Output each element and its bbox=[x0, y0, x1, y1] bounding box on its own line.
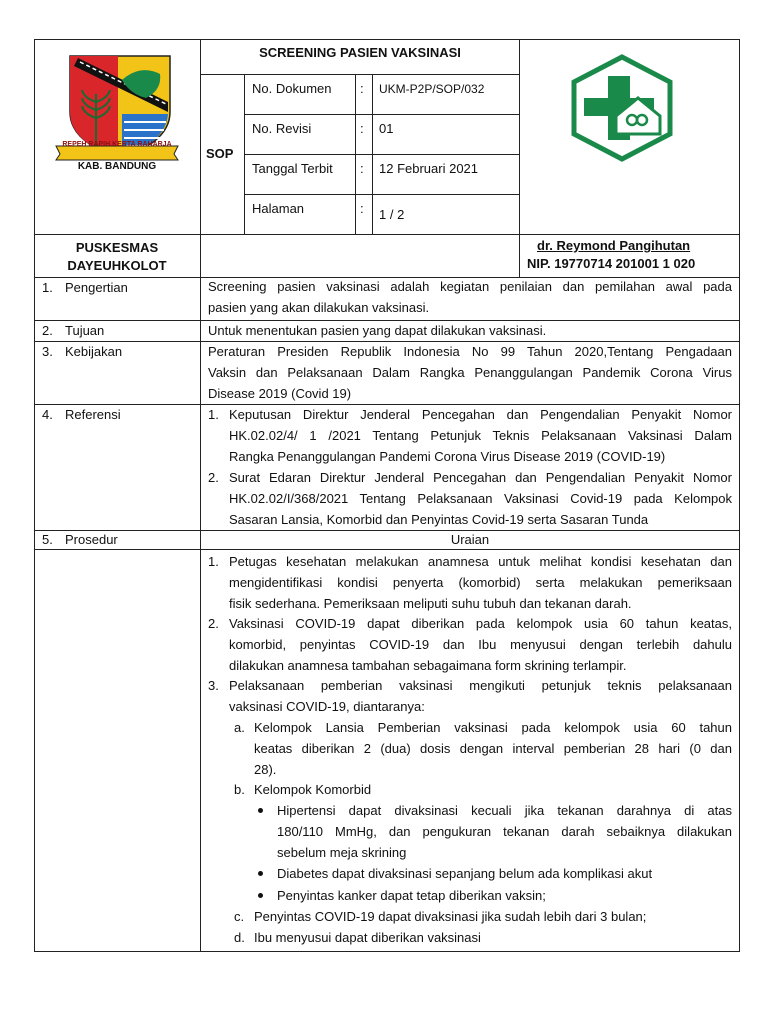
prosedur-sub-item bbox=[254, 717, 732, 780]
puskesmas-name-line2: DAYEUHKOLOT bbox=[67, 258, 167, 273]
meta-value-tanggal-terbit: 12 Februari 2021 bbox=[379, 161, 479, 176]
list-number: 3. bbox=[208, 678, 219, 693]
sop-label: SOP bbox=[206, 146, 234, 161]
referensi-item bbox=[229, 467, 732, 530]
prosedur-step bbox=[229, 551, 732, 614]
prosedur-sub-item bbox=[254, 927, 732, 948]
meta-separator: : bbox=[360, 81, 364, 96]
meta-separator: : bbox=[360, 121, 364, 136]
sub-letter: c. bbox=[234, 909, 245, 924]
divider bbox=[244, 114, 520, 115]
text-line: sebelum meja skrining bbox=[277, 845, 407, 860]
text-line: komorbid, penyintas COVID-19 dan Ibu menyusui dengan terlebih dahulu bbox=[229, 637, 732, 652]
text-line: Vaksin dan Pelaksanaan Dalam Rangka Penanggulangan Pandemik Corona Virus bbox=[208, 365, 732, 380]
bullet-icon bbox=[258, 808, 263, 813]
meta-label-no-dokumen: No. Dokumen bbox=[252, 81, 332, 96]
divider bbox=[200, 74, 520, 75]
prosedur-step bbox=[229, 613, 732, 676]
puskesmas-name-line1: PUSKESMAS bbox=[75, 240, 159, 255]
signer-nip: NIP. 19770714 201001 1 020 bbox=[527, 256, 696, 271]
section-number: 2. bbox=[42, 323, 53, 338]
section-number: 4. bbox=[42, 407, 53, 422]
pengertian-text bbox=[208, 276, 732, 318]
section-label-prosedur: Prosedur bbox=[65, 532, 118, 547]
divider bbox=[34, 549, 740, 550]
bullet-item bbox=[277, 863, 732, 884]
text-line: fisik sederhana. Pemeriksaan meliputi suhu tubuh dan tekanan darah. bbox=[229, 596, 632, 611]
border-left bbox=[34, 39, 35, 952]
text-line: pasien yang akan dilakukan vaksinasi. bbox=[208, 300, 430, 315]
divider bbox=[244, 154, 520, 155]
text-line: Vaksinasi COVID-19 dapat diberikan pada kelompok usia 60 tahun keatas, bbox=[229, 616, 732, 631]
section-number: 1. bbox=[42, 280, 53, 295]
text-line: Petugas kesehatan melakukan anamnesa untuk melihat kondisi kesehatan dan bbox=[229, 554, 732, 569]
logo-motto: REPEH RAPIH KERTA RAHARJA bbox=[62, 141, 172, 148]
text-line: Surat Edaran Direktur Jenderal Pencegahan dan Pengendalian Penyakit Nomor bbox=[229, 470, 732, 485]
meta-value-no-dokumen: UKM-P2P/SOP/032 bbox=[379, 82, 485, 96]
list-number: 1. bbox=[208, 407, 219, 422]
text-line: Penyintas kanker dapat tetap diberikan vaksin; bbox=[277, 888, 546, 903]
prosedur-step bbox=[229, 675, 732, 717]
text-line: Screening pasien vaksinasi adalah kegiatan penilaian dan pemilahan awal pada bbox=[208, 279, 732, 294]
text-line: Pelaksanaan pemberian vaksinasi mengikuti petunjuk teknis pelaksanaan bbox=[229, 678, 732, 693]
section-label-tujuan: Tujuan bbox=[65, 323, 105, 338]
section-number: 5. bbox=[42, 532, 53, 547]
document-title: SCREENING PASIEN VAKSINASI bbox=[259, 45, 461, 60]
sub-letter: b. bbox=[234, 782, 245, 797]
text-line: 28). bbox=[254, 762, 277, 777]
prosedur-sub-item bbox=[254, 779, 732, 800]
bullet-item bbox=[277, 885, 732, 906]
meta-label-no-revisi: No. Revisi bbox=[252, 121, 312, 136]
text-line: Diabetes dapat divaksinasi sepanjang belum ada komplikasi akut bbox=[277, 866, 653, 881]
text-line: Peraturan Presiden Republik Indonesia No 99 Tahun 2020,Tentang Pengadaan bbox=[208, 344, 732, 359]
section-label-referensi: Referensi bbox=[65, 407, 121, 422]
text-line: vaksinasi COVID-19, diantaranya: bbox=[229, 699, 425, 714]
text-line: Disease 2019 (Covid 19) bbox=[208, 386, 352, 401]
divider bbox=[244, 194, 520, 195]
prosedur-sub-item bbox=[254, 906, 732, 927]
divider bbox=[200, 277, 201, 952]
signer-name: dr. Reymond Pangihutan bbox=[537, 238, 691, 253]
section-label-kebijakan: Kebijakan bbox=[65, 344, 123, 359]
text-line: Untuk menentukan pasien yang dapat dilakukan vaksinasi. bbox=[208, 323, 547, 338]
text-line: HK.02.02/I/368/2021 Tentang Pelaksanaan Vaksinasi Covid-19 pada Kelompok bbox=[229, 491, 732, 506]
text-line: Sasaran Lansia, Komorbid dan Penyintas Covid-19 serta Sasaran Tunda bbox=[229, 512, 649, 527]
sub-letter: a. bbox=[234, 720, 245, 735]
text-line: dilakukan anamnesa tambahan sebagaimana form skrining terlampir. bbox=[229, 658, 627, 673]
puskesmas-logo bbox=[566, 54, 678, 162]
border-top bbox=[34, 39, 740, 40]
text-line: Kelompok Lansia Pemberian vaksinasi pada kelompok usia 60 tahun bbox=[254, 720, 732, 735]
tujuan-text bbox=[208, 320, 732, 341]
meta-value-no-revisi: 01 bbox=[379, 121, 394, 136]
text-line: HK.02.02/4/ 1 /2021 Tentang Petunjuk Teknis Pelaksanaan Vaksinasi Dalam bbox=[229, 428, 732, 443]
list-number: 2. bbox=[208, 616, 219, 631]
sub-letter: d. bbox=[234, 930, 245, 945]
divider bbox=[34, 530, 740, 531]
text-line: Hipertensi dapat divaksinasi kecuali jika tekanan darahnya di atas bbox=[277, 803, 732, 818]
text-line: Ibu menyusui dapat diberikan vaksinasi bbox=[254, 930, 481, 945]
border-right bbox=[739, 39, 740, 952]
list-number: 1. bbox=[208, 554, 219, 569]
meta-label-halaman: Halaman bbox=[252, 201, 305, 216]
bullet-icon bbox=[258, 871, 263, 876]
border-bottom bbox=[34, 951, 740, 952]
meta-separator: : bbox=[360, 161, 364, 176]
text-line: Rangka Penanggulangan Pandemi Corona Virus Disease 2019 (COVID-19) bbox=[229, 449, 666, 464]
text-line: Penyintas COVID-19 dapat divaksinasi jika sudah lebih dari 3 bulan; bbox=[254, 909, 647, 924]
uraian-heading: Uraian bbox=[450, 532, 490, 547]
text-line: Kelompok Komorbid bbox=[254, 782, 372, 797]
bullet-icon bbox=[258, 893, 263, 898]
meta-separator: : bbox=[360, 201, 364, 216]
kab-name: KAB. BANDUNG bbox=[77, 161, 157, 172]
text-line: 180/110 MmHg, dan pengukuran tekanan darah sebaiknya dilakukan bbox=[277, 824, 732, 839]
list-number: 2. bbox=[208, 470, 219, 485]
divider bbox=[34, 234, 740, 235]
section-number: 3. bbox=[42, 344, 53, 359]
bullet-item bbox=[277, 800, 732, 863]
text-line: keatas diberikan 2 (dua) dosis dengan interval pemberian 28 hari (0 dan bbox=[254, 741, 732, 756]
kebijakan-text bbox=[208, 341, 732, 404]
text-line: Keputusan Direktur Jenderal Pencegahan dan Pengendalian Penyakit Nomor bbox=[229, 407, 732, 422]
section-label-pengertian: Pengertian bbox=[65, 280, 128, 295]
meta-value-halaman: 1 / 2 bbox=[379, 207, 405, 222]
meta-label-tanggal-terbit: Tanggal Terbit bbox=[252, 161, 333, 176]
text-line: mengidentifikasi kondisi penyerta (komorbid) serta melakukan pemeriksaan bbox=[229, 575, 732, 590]
referensi-item bbox=[229, 404, 732, 467]
